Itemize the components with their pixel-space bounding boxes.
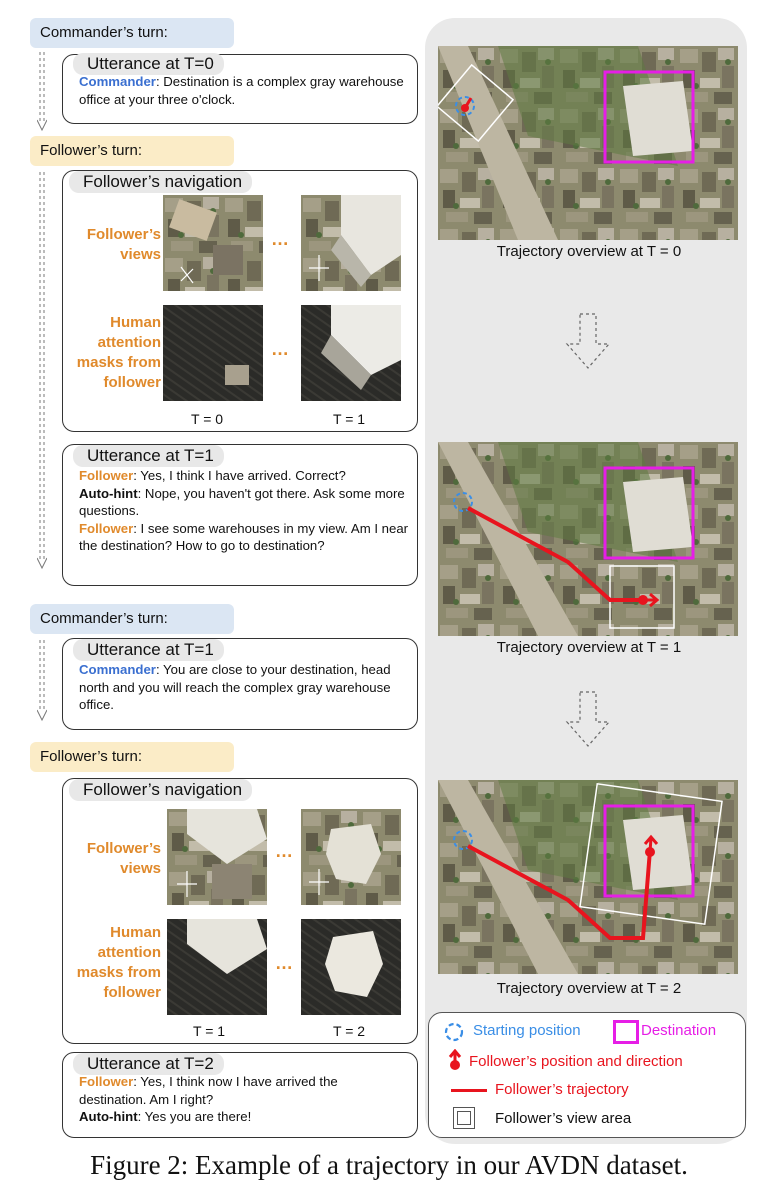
utterance-t1-commander-box: [62, 638, 418, 730]
follower-view-image: [301, 195, 401, 291]
utterance-t0-box: [62, 54, 418, 124]
follower-navigation-box: [62, 778, 418, 1044]
ellipsis: …: [275, 953, 294, 973]
utterance-t2-box: [62, 1052, 418, 1138]
ellipsis: …: [271, 229, 290, 249]
overview-caption: Trajectory overview at T = 0: [496, 243, 682, 260]
follower-navigation-box: [62, 170, 418, 432]
start-position-icon: [443, 1021, 465, 1043]
down-arrow-icon: [563, 690, 613, 750]
follower-turn-label: Follower’s turn:: [30, 742, 234, 772]
legend: [428, 1012, 746, 1138]
navigation-title: Follower’s navigation: [69, 171, 252, 193]
legend-view-area-label: Follower’s view area: [495, 1110, 632, 1127]
commander-turn-label: Commander’s turn:: [30, 18, 234, 48]
attention-mask-image: [163, 305, 263, 401]
view-area-icon: [453, 1107, 475, 1129]
time-label: T = 0: [191, 411, 224, 427]
ellipsis: …: [271, 339, 290, 359]
overview-caption: Trajectory overview at T = 2: [496, 980, 682, 997]
attention-masks-label: Human attention masks from follower: [76, 314, 161, 391]
follower-turn-label: Follower’s turn:: [30, 136, 234, 166]
utterance-text: Follower: Yes, I think now I have arrived the destination. Am I right? Auto-hint: Yes you are there!: [79, 1074, 338, 1124]
ellipsis: …: [275, 841, 294, 861]
trajectory-map-t2: [438, 780, 738, 974]
utterance-text: Commander: Destination is a complex gray warehouse office at your three o'clock.: [79, 74, 404, 107]
time-label: T = 1: [333, 411, 366, 427]
timeline-arrow: [37, 52, 47, 132]
utterance-title: Utterance at T=1: [73, 639, 224, 661]
navigation-title: Follower’s navigation: [69, 779, 252, 801]
follower-view-image: [163, 195, 263, 291]
figure-caption: Figure 2: Example of a trajectory in our AVDN dataset.: [90, 1150, 688, 1180]
utterance-text: Commander: You are close to your destination, head north and you will reach the complex gray warehouse office.: [79, 662, 391, 712]
commander-turn-label: Commander’s turn:: [30, 604, 234, 634]
legend-trajectory-label: Follower’s trajectory: [495, 1081, 629, 1098]
follower-view-image: [167, 809, 267, 905]
utterance-title: Utterance at T=2: [73, 1053, 224, 1075]
trajectory-map-t1: [438, 442, 738, 636]
attention-mask-image: [301, 305, 401, 401]
views-label: Follower’s views: [86, 226, 161, 263]
time-label: T = 1: [193, 1023, 226, 1039]
views-label: Follower’s views: [86, 840, 161, 877]
utterance-t1-follower-box: [62, 444, 418, 586]
utterance-title: Utterance at T=0: [73, 53, 224, 75]
follower-view-image: [301, 809, 401, 905]
timeline-arrow: [37, 640, 47, 722]
trajectory-map-t0: [438, 46, 738, 240]
legend-position-label: Follower’s position and direction: [469, 1053, 683, 1070]
legend-destination-label: Destination: [641, 1022, 717, 1039]
utterance-title: Utterance at T=1: [73, 445, 224, 467]
attention-masks-label: Human attention masks from follower: [76, 924, 161, 1001]
time-label: T = 2: [333, 1023, 366, 1039]
overview-caption: Trajectory overview at T = 1: [496, 639, 682, 656]
utterance-text: Follower: Yes, I think I have arrived. Correct? Auto-hint: Nope, you haven't got there. Ask some more questions. Follower: I see some warehouses in my view. Am I near the destination? How to go to destination?: [79, 468, 409, 553]
trajectory-line-icon: [451, 1089, 487, 1092]
down-arrow-icon: [563, 312, 613, 372]
timeline-arrow: [37, 172, 47, 572]
attention-mask-image: [301, 919, 401, 1015]
follower-direction-icon: [447, 1049, 463, 1071]
legend-start-label: Starting position: [473, 1022, 581, 1039]
destination-icon: [613, 1020, 639, 1044]
attention-mask-image: [167, 919, 267, 1015]
